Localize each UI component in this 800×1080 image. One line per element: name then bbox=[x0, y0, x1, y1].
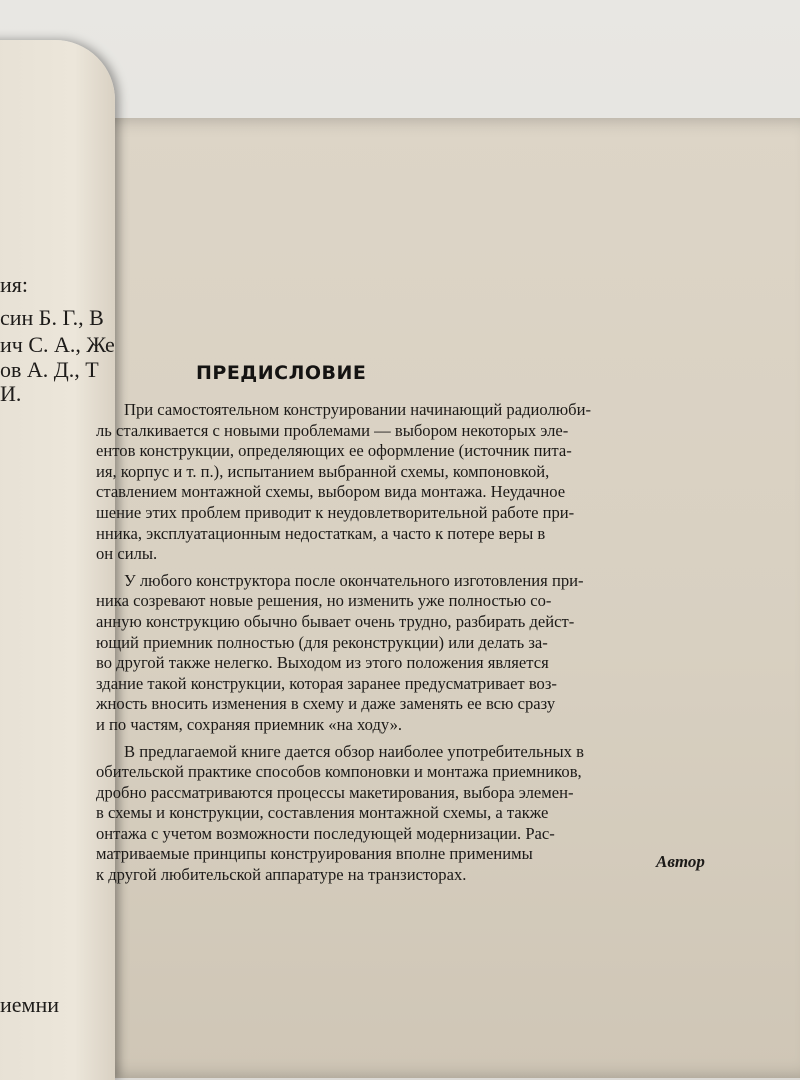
left-page-line: ия: bbox=[0, 272, 29, 297]
text-line: ющий приемник полностью (для реконструкции) или делать за- bbox=[96, 632, 548, 652]
left-page-line: ич С. А., Же bbox=[0, 332, 115, 357]
text-line: обительской практике способов компоновки и монтажа приемников, bbox=[96, 762, 582, 782]
left-page-line: ов А. Д., Т bbox=[0, 357, 99, 382]
text-line: он силы. bbox=[96, 544, 158, 564]
page-title: ПРЕДИСЛОВИЕ bbox=[196, 362, 367, 384]
paragraph bbox=[96, 571, 708, 736]
text-line: к другой любительской аппаратуре на транзисторах. bbox=[96, 865, 467, 885]
text-line: матриваемые принципы конструирования вполне применимы bbox=[96, 844, 533, 864]
text-line: ль сталкивается с новыми проблемами — выбором некоторых эле- bbox=[96, 420, 569, 440]
paragraph bbox=[96, 742, 708, 886]
text-line: во другой также нелегко. Выходом из этого положения является bbox=[96, 653, 549, 673]
text-line: анную конструкцию обычно бывает очень трудно, разбирать дейст- bbox=[96, 611, 575, 631]
text-line: У любого конструктора после окончательного изготовления при- bbox=[124, 570, 584, 590]
text-line: онтажа с учетом возможности последующей модернизации. Рас- bbox=[96, 823, 555, 843]
text-line: здание такой конструкции, которая заранее предусматривает воз- bbox=[96, 673, 557, 693]
text-line: В предлагаемой книге дается обзор наиболее употребительных в bbox=[124, 741, 584, 761]
text-line: нника, эксплуатационным недостаткам, а часто к потере веры в bbox=[96, 523, 546, 543]
text-line: ентов конструкции, определяющих ее оформление (источник пита- bbox=[96, 441, 572, 461]
text-line: жность вносить изменения в схему и даже заменять ее всю сразу bbox=[96, 694, 556, 714]
left-page-line: иемни bbox=[0, 992, 60, 1017]
text-line: ия, корпус и т. п.), испытанием выбранной схемы, компоновкой, bbox=[96, 461, 550, 481]
text-line: дробно рассматриваются процессы макетирования, выбора элемен- bbox=[96, 782, 574, 802]
left-page-line: син Б. Г., В bbox=[0, 305, 104, 330]
text-line: в схемы и конструкции, составления монтажной схемы, а также bbox=[96, 803, 549, 823]
text-line: ника созревают новые решения, но изменить уже полностью со- bbox=[96, 591, 552, 611]
author-signature: Автор bbox=[656, 852, 705, 871]
preface-body bbox=[96, 400, 708, 892]
left-page-line: И. bbox=[0, 381, 22, 406]
text-line: и по частям, сохраняя приемник «на ходу». bbox=[96, 714, 403, 734]
paragraph bbox=[96, 400, 708, 565]
text-line: ставлением монтажной схемы, выбором вида монтажа. Неудачное bbox=[96, 482, 566, 502]
text-line: шение этих проблем приводит к неудовлетворительной работе при- bbox=[96, 502, 575, 522]
text-line: При самостоятельном конструировании начинающий радиолюби- bbox=[124, 400, 591, 419]
